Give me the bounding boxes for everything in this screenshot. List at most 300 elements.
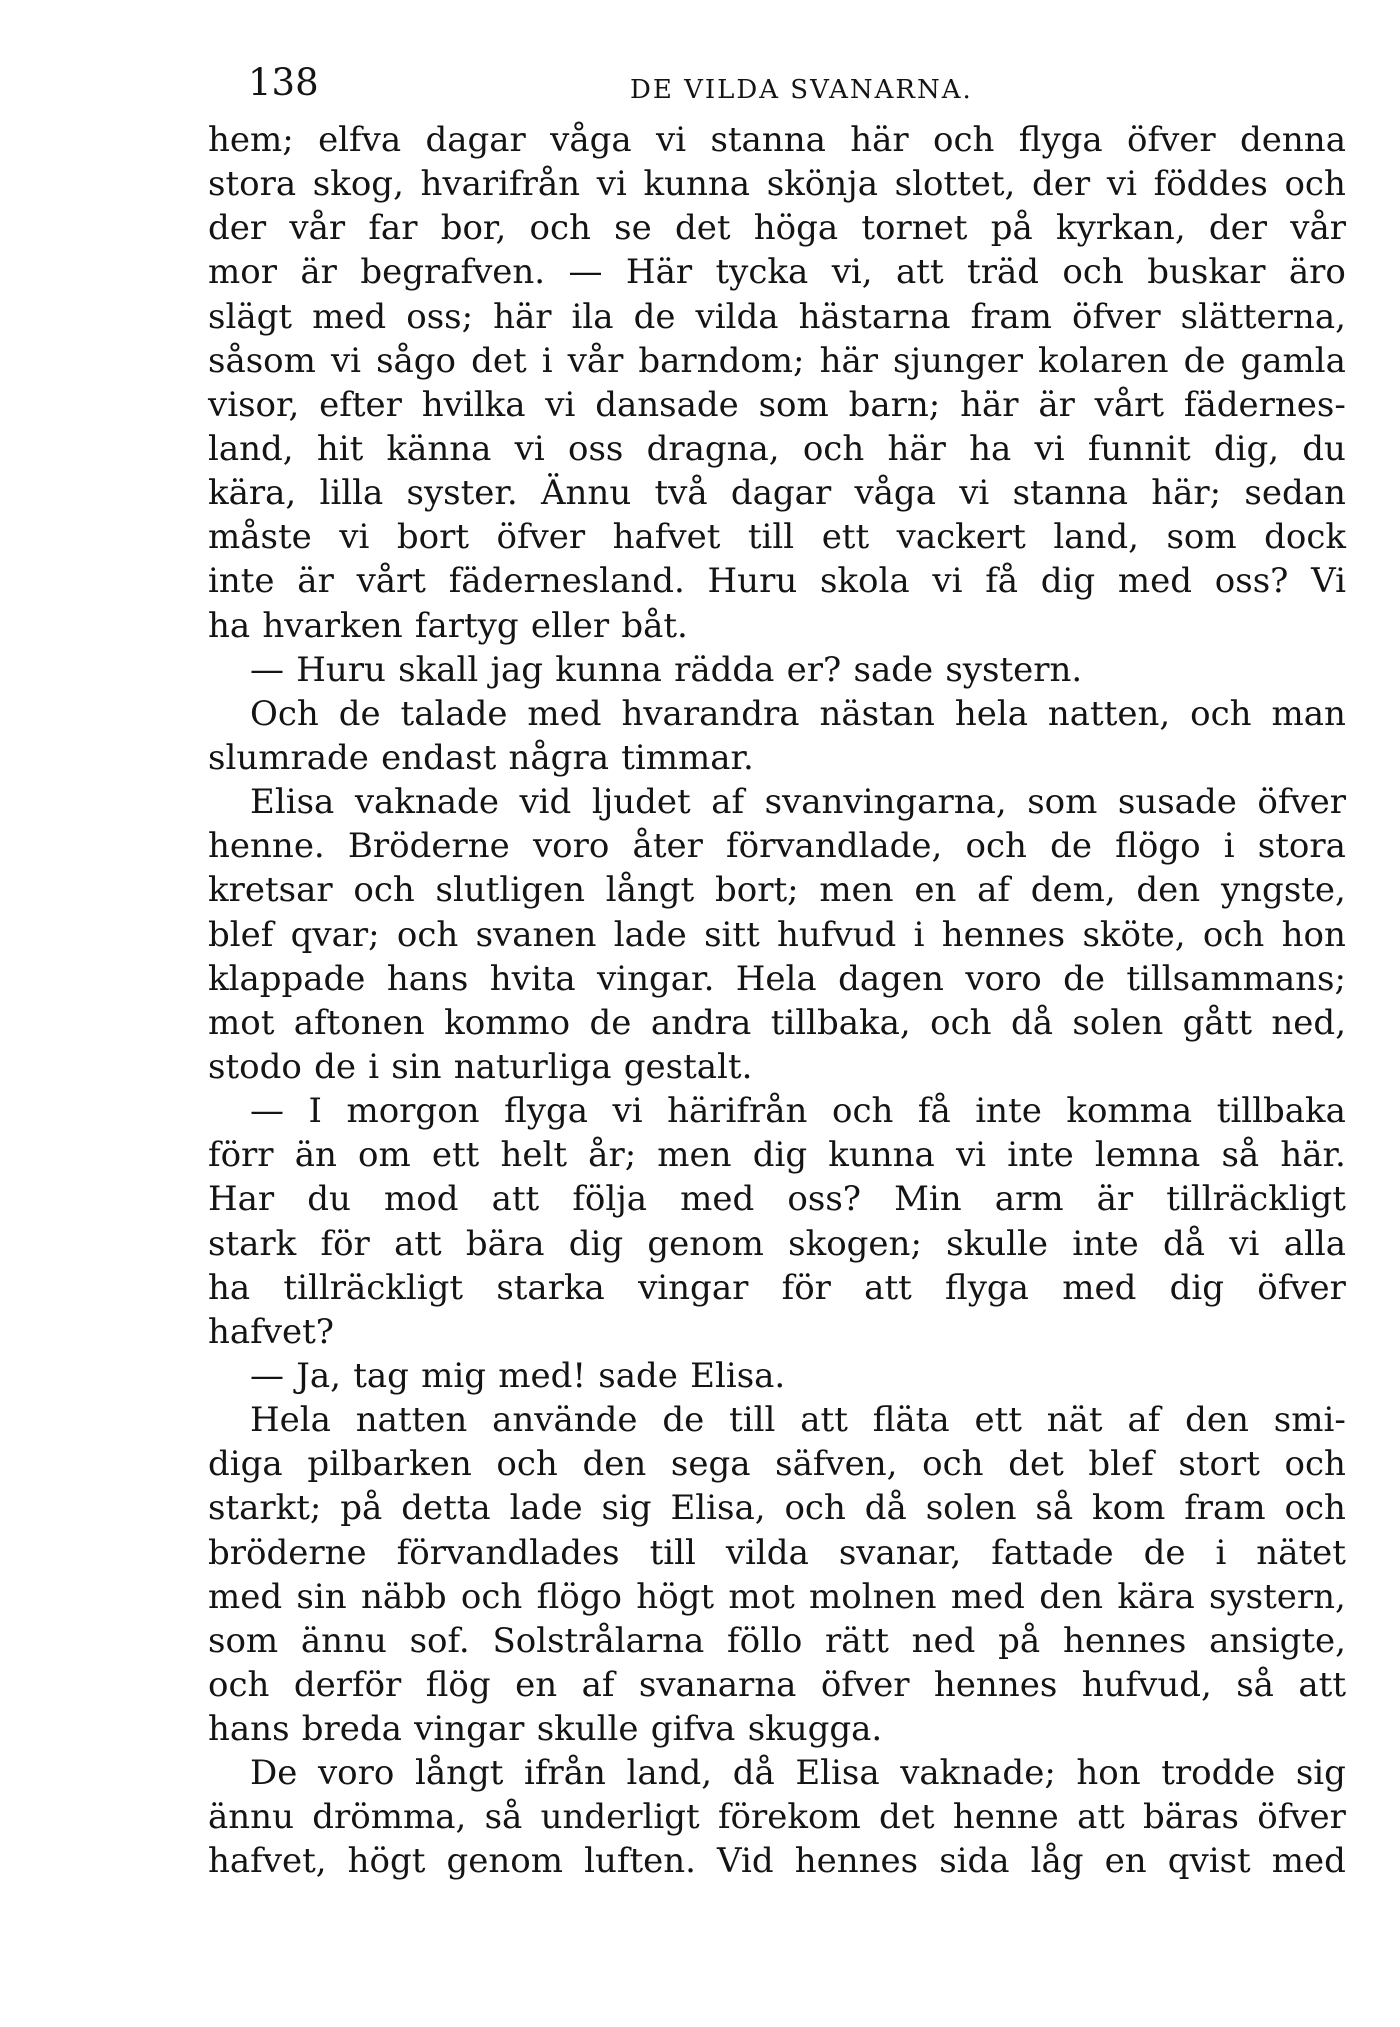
- word: stanna: [710, 120, 826, 160]
- word: det: [674, 208, 731, 249]
- text-line: [208, 868, 1346, 912]
- word: ned: [911, 1620, 976, 1661]
- word: Min: [894, 1179, 962, 1220]
- word: och: [496, 1444, 558, 1485]
- word: solen: [1072, 1002, 1164, 1043]
- word: Elisa,: [670, 1488, 766, 1529]
- word: hans: [386, 958, 469, 999]
- word: Huru: [296, 649, 386, 690]
- word: hafvet?: [208, 1311, 334, 1352]
- word: träd: [967, 252, 1039, 293]
- word: i: [1215, 1532, 1227, 1573]
- word: alla: [1283, 1223, 1346, 1264]
- word: kära,: [208, 473, 297, 514]
- word: ha: [208, 1267, 251, 1308]
- word: vingar: [638, 1267, 749, 1308]
- word: att: [394, 1223, 442, 1264]
- word: underligt: [540, 1797, 700, 1838]
- word: denna: [1240, 120, 1346, 160]
- word: talade: [400, 693, 508, 734]
- word: gamla: [1240, 340, 1346, 381]
- word: och: [965, 826, 1027, 867]
- word: ännu: [208, 1797, 294, 1838]
- word: hufvud,: [1081, 1664, 1212, 1705]
- word: här.: [1280, 1135, 1346, 1176]
- word: land,: [1053, 517, 1139, 558]
- word: ha: [969, 428, 1012, 469]
- word: dock: [1264, 517, 1346, 558]
- word: der: [1208, 208, 1268, 249]
- word: stort: [1178, 1444, 1260, 1485]
- word: nätet: [1256, 1532, 1346, 1573]
- word: ila: [571, 296, 614, 337]
- word: slutligen: [435, 870, 585, 911]
- word: Solstrålarna: [492, 1620, 705, 1661]
- text-line: [208, 913, 1346, 957]
- word: så: [484, 1797, 523, 1838]
- word: hon: [1076, 1753, 1141, 1794]
- text-line: [208, 1442, 1346, 1486]
- word: i: [913, 914, 925, 955]
- word: vilda: [725, 1532, 809, 1573]
- word: smi-: [1273, 1400, 1346, 1441]
- word: Ja,: [296, 1355, 341, 1396]
- word: ett: [821, 517, 870, 558]
- word: inte: [208, 561, 275, 602]
- word: vi,: [831, 252, 873, 293]
- word: båt.: [621, 605, 688, 646]
- word: barn;: [848, 384, 941, 425]
- word: till: [729, 1400, 776, 1441]
- running-title: DE VILDA SVANARNA.: [630, 75, 973, 105]
- word: dig: [1169, 1267, 1224, 1308]
- word: sin: [296, 1576, 347, 1617]
- word: våga: [854, 473, 936, 514]
- word: med: [208, 1576, 283, 1617]
- word: år;: [588, 1135, 637, 1176]
- word: och: [1202, 914, 1265, 955]
- word: ännu: [300, 1620, 387, 1661]
- word: stora: [1257, 826, 1346, 867]
- word: barndom;: [638, 340, 805, 381]
- word: svanarna: [638, 1664, 797, 1705]
- word: vår: [289, 208, 346, 249]
- word: bor,: [440, 208, 507, 249]
- word: ha: [208, 605, 251, 646]
- word: en: [1104, 1841, 1147, 1882]
- word: Har: [208, 1179, 275, 1220]
- word: vi: [955, 1135, 987, 1176]
- word: med!: [498, 1355, 587, 1396]
- word: att: [800, 1400, 848, 1441]
- word: kretsar: [208, 870, 333, 911]
- word: och: [1284, 164, 1346, 205]
- word: kom: [1092, 1488, 1166, 1529]
- word: voro: [317, 1753, 395, 1794]
- word: tornet: [861, 208, 968, 249]
- word: Bröderne: [347, 826, 510, 867]
- text-line: [208, 1751, 1346, 1795]
- word: för: [320, 1223, 370, 1264]
- word: vackert: [896, 517, 1026, 558]
- word: härifrån: [667, 1091, 808, 1132]
- word: slätterna,: [1180, 296, 1346, 337]
- word: den: [1185, 1400, 1249, 1441]
- word: ett: [431, 1135, 480, 1176]
- word: lade: [613, 914, 687, 955]
- text-line: [208, 692, 1346, 736]
- word: de: [589, 1002, 632, 1043]
- word: begrafven.: [360, 252, 546, 293]
- word: då: [1010, 1002, 1053, 1043]
- word: Här: [625, 252, 693, 293]
- word: och: [529, 208, 591, 249]
- word: ett: [974, 1400, 1022, 1441]
- word: fram: [1184, 1488, 1266, 1529]
- word: rädda: [674, 649, 775, 690]
- word: sega: [670, 1444, 751, 1485]
- word: du: [1302, 428, 1346, 469]
- word: hvita: [489, 958, 576, 999]
- text-line: [208, 1310, 1346, 1354]
- word: är: [1096, 1179, 1134, 1220]
- word: mot: [208, 1002, 275, 1043]
- word: öfver: [496, 517, 586, 558]
- word: starka: [496, 1267, 605, 1308]
- word: bröderne: [208, 1532, 367, 1573]
- word: och: [460, 1576, 523, 1617]
- word: tag: [353, 1355, 409, 1396]
- word: endast: [381, 737, 497, 778]
- word: och: [353, 870, 415, 911]
- word: land,: [626, 1753, 713, 1794]
- word: syster.: [406, 473, 518, 514]
- word: här: [493, 296, 552, 337]
- word: fläta: [872, 1400, 950, 1441]
- word: rätt: [825, 1620, 889, 1661]
- word: då: [1163, 1223, 1206, 1264]
- word: morgon: [346, 1091, 480, 1132]
- text-line: [208, 339, 1346, 383]
- word: högt: [636, 1576, 715, 1617]
- word: dem,: [1030, 870, 1116, 911]
- word: breda: [301, 1709, 402, 1750]
- word: dagar: [425, 120, 526, 160]
- word: näbb: [360, 1576, 447, 1617]
- word: vi: [932, 561, 963, 602]
- text-line: [208, 604, 1346, 648]
- word: fattade: [991, 1532, 1114, 1573]
- word: af: [581, 1664, 615, 1705]
- text-line: [208, 1177, 1346, 1221]
- word: De: [250, 1753, 298, 1794]
- word: och: [933, 120, 995, 160]
- word: stanna: [1012, 473, 1129, 514]
- word: nästan: [819, 693, 935, 734]
- word: bäras: [1142, 1797, 1239, 1838]
- word: sig: [601, 1488, 652, 1529]
- word: hem;: [208, 120, 294, 160]
- word: skulle: [536, 1709, 639, 1750]
- word: sedan: [1244, 473, 1346, 514]
- word: den: [582, 1444, 647, 1485]
- word: henne.: [208, 826, 325, 867]
- word: hennes: [941, 914, 1066, 955]
- word: i: [1223, 826, 1235, 867]
- word: Elisa: [795, 1753, 880, 1794]
- word: solen: [925, 1488, 1017, 1529]
- word: att: [1077, 1797, 1125, 1838]
- word: föddes: [1153, 164, 1268, 205]
- word: kunna: [828, 1135, 935, 1176]
- text-line: [208, 250, 1346, 294]
- word: kära: [1117, 1576, 1195, 1617]
- word: natten,: [1047, 693, 1171, 734]
- word: andra: [650, 1002, 752, 1043]
- word: voro: [532, 826, 610, 867]
- word: såsom: [208, 340, 316, 381]
- word: vi: [1229, 1223, 1260, 1264]
- word: hufvud: [777, 914, 897, 955]
- word: naturliga: [453, 1046, 612, 1087]
- word: flyga: [1018, 120, 1103, 160]
- word: är: [297, 561, 334, 602]
- word: mor: [208, 252, 277, 293]
- word: och: [1284, 1444, 1346, 1485]
- word: och: [1062, 252, 1124, 293]
- word: mod: [384, 1179, 459, 1220]
- word: dig: [568, 1223, 624, 1264]
- word: man: [1271, 693, 1346, 734]
- word: kyrkan,: [1055, 208, 1186, 249]
- word: drömma,: [312, 1797, 467, 1838]
- word: använde: [492, 1400, 638, 1441]
- word: flögo: [1115, 826, 1201, 867]
- word: att: [491, 1179, 540, 1220]
- word: sjunger: [893, 340, 1023, 381]
- word: slumrade: [208, 737, 369, 778]
- word: vi: [514, 428, 545, 469]
- word: den: [1039, 1576, 1104, 1617]
- word: de: [1143, 1532, 1186, 1573]
- word: vi: [1106, 164, 1137, 205]
- word: men: [819, 870, 894, 911]
- word: der: [1032, 164, 1091, 205]
- text-line: [208, 1001, 1346, 1045]
- word: af: [1127, 1400, 1161, 1441]
- word: hennes: [933, 1664, 1058, 1705]
- word: vårt: [356, 561, 426, 602]
- word: Elisa: [250, 782, 335, 823]
- word: några: [508, 737, 609, 778]
- word: derför: [293, 1664, 402, 1705]
- text-line: [208, 1354, 1346, 1398]
- word: voro: [965, 958, 1042, 999]
- word: och: [208, 1664, 270, 1705]
- word: förvandlade,: [726, 826, 943, 867]
- word: slägt: [208, 296, 293, 337]
- word: starkt;: [208, 1488, 322, 1529]
- word: än: [294, 1135, 337, 1176]
- word: fädernes-: [1183, 384, 1346, 425]
- text-line: [208, 957, 1346, 1001]
- word: tycka: [715, 252, 809, 293]
- text-line: [208, 1795, 1346, 1839]
- word: de: [1183, 340, 1226, 381]
- word: tillsammans;: [1126, 958, 1346, 999]
- word: öfver: [1257, 1797, 1346, 1838]
- word: eller: [530, 605, 610, 646]
- word: fädernesland.: [448, 561, 685, 602]
- word: här: [887, 428, 946, 469]
- word: svanvingarna,: [764, 782, 1007, 823]
- word: sade: [598, 1355, 678, 1396]
- word: tillbaka: [1216, 1091, 1346, 1132]
- word: den: [1136, 870, 1201, 911]
- word: genom: [446, 1841, 564, 1882]
- word: de: [662, 1400, 705, 1441]
- text-line: [208, 162, 1346, 206]
- word: öfver: [1257, 782, 1346, 823]
- word: natten: [355, 1400, 468, 1441]
- word: flögo: [536, 1576, 623, 1617]
- word: skönja: [766, 164, 878, 205]
- word: oss: [567, 428, 624, 469]
- word: och: [784, 1488, 846, 1529]
- text-line: [208, 1045, 1346, 1089]
- word: då: [732, 1753, 775, 1794]
- word: hennes: [794, 1841, 919, 1882]
- word: Vid: [717, 1841, 774, 1882]
- word: en: [914, 870, 957, 911]
- word: långt: [414, 1753, 504, 1794]
- word: högt: [347, 1841, 426, 1882]
- text-line: [208, 1398, 1346, 1442]
- word: långt: [605, 870, 695, 911]
- word: tillräckligt: [1166, 1179, 1346, 1220]
- word: förvandlades: [396, 1532, 620, 1573]
- word: —: [250, 649, 284, 690]
- word: de: [633, 296, 676, 337]
- text-line: [208, 1089, 1346, 1133]
- word: blef: [1088, 1444, 1154, 1485]
- word: vi: [596, 164, 627, 205]
- word: föllo: [727, 1620, 803, 1661]
- word: oss?: [787, 1179, 862, 1220]
- word: hon: [1281, 914, 1346, 955]
- word: vid: [519, 782, 572, 823]
- word: luften.: [584, 1841, 696, 1882]
- word: blef: [208, 914, 274, 955]
- word: komma: [1066, 1091, 1193, 1132]
- word: och: [922, 1444, 984, 1485]
- word: helt: [500, 1135, 568, 1176]
- word: skog,: [312, 164, 404, 205]
- word: oss?: [1214, 561, 1289, 602]
- word: lemna: [1094, 1135, 1201, 1176]
- word: hvarifrån: [420, 164, 581, 205]
- word: våga: [550, 120, 632, 160]
- word: det: [471, 340, 527, 381]
- word: vi: [1034, 428, 1065, 469]
- text-line: [208, 471, 1346, 515]
- word: öfver: [1127, 120, 1216, 160]
- word: hvarken: [262, 605, 403, 646]
- text-line: [208, 515, 1346, 559]
- word: ljudet: [591, 782, 691, 823]
- word: sågo: [376, 340, 457, 381]
- word: tillräckligt: [283, 1267, 464, 1308]
- text-line: [208, 1486, 1346, 1530]
- word: förr: [208, 1135, 274, 1176]
- word: vår: [567, 340, 624, 381]
- word: med: [1271, 1841, 1346, 1882]
- word: mot: [728, 1576, 795, 1617]
- word: på: [340, 1488, 383, 1529]
- word: sida: [939, 1841, 1010, 1882]
- word: få: [985, 561, 1019, 602]
- word: Och: [250, 693, 319, 734]
- word: se: [614, 208, 652, 249]
- word: Ännu: [540, 473, 632, 514]
- word: till: [649, 1532, 696, 1573]
- word: flyga: [945, 1267, 1029, 1308]
- word: sade: [853, 649, 934, 690]
- word: inte: [1072, 1223, 1139, 1264]
- text-line: [208, 1619, 1346, 1663]
- body-text: [208, 118, 1346, 1884]
- word: förekom: [717, 1797, 861, 1838]
- word: kunna: [555, 649, 662, 690]
- word: pilbarken: [307, 1444, 472, 1485]
- word: öfver: [820, 1664, 910, 1705]
- word: att: [1298, 1664, 1346, 1705]
- word: måste: [208, 517, 312, 558]
- word: inte: [975, 1091, 1042, 1132]
- word: skall: [398, 649, 479, 690]
- word: qvist: [1167, 1841, 1251, 1882]
- word: molnen: [809, 1576, 937, 1617]
- word: hvilka: [421, 384, 526, 425]
- text-line: [208, 824, 1346, 868]
- word: visor,: [208, 384, 300, 425]
- word: för: [781, 1267, 831, 1308]
- word: så: [1035, 1488, 1074, 1529]
- word: yngste,: [1220, 870, 1346, 911]
- word: så: [1221, 1135, 1260, 1176]
- word: att: [896, 252, 944, 293]
- word: ned,: [1271, 1002, 1346, 1043]
- word: far: [368, 208, 418, 249]
- word: sof.: [409, 1620, 470, 1661]
- word: —: [568, 252, 603, 293]
- word: ifrån: [524, 1753, 606, 1794]
- word: låg: [1030, 1841, 1084, 1882]
- word: är: [300, 252, 337, 293]
- text-line: [208, 1575, 1346, 1619]
- text-line: [208, 1133, 1346, 1177]
- word: så: [1236, 1664, 1274, 1705]
- word: vi: [339, 517, 370, 558]
- word: du: [307, 1179, 351, 1220]
- word: elfva: [318, 120, 402, 160]
- text-line: [208, 118, 1346, 162]
- word: qvar;: [290, 914, 380, 955]
- word: på: [990, 208, 1033, 249]
- word: stora: [208, 164, 297, 205]
- word: höga: [753, 208, 839, 249]
- word: här: [960, 384, 1019, 425]
